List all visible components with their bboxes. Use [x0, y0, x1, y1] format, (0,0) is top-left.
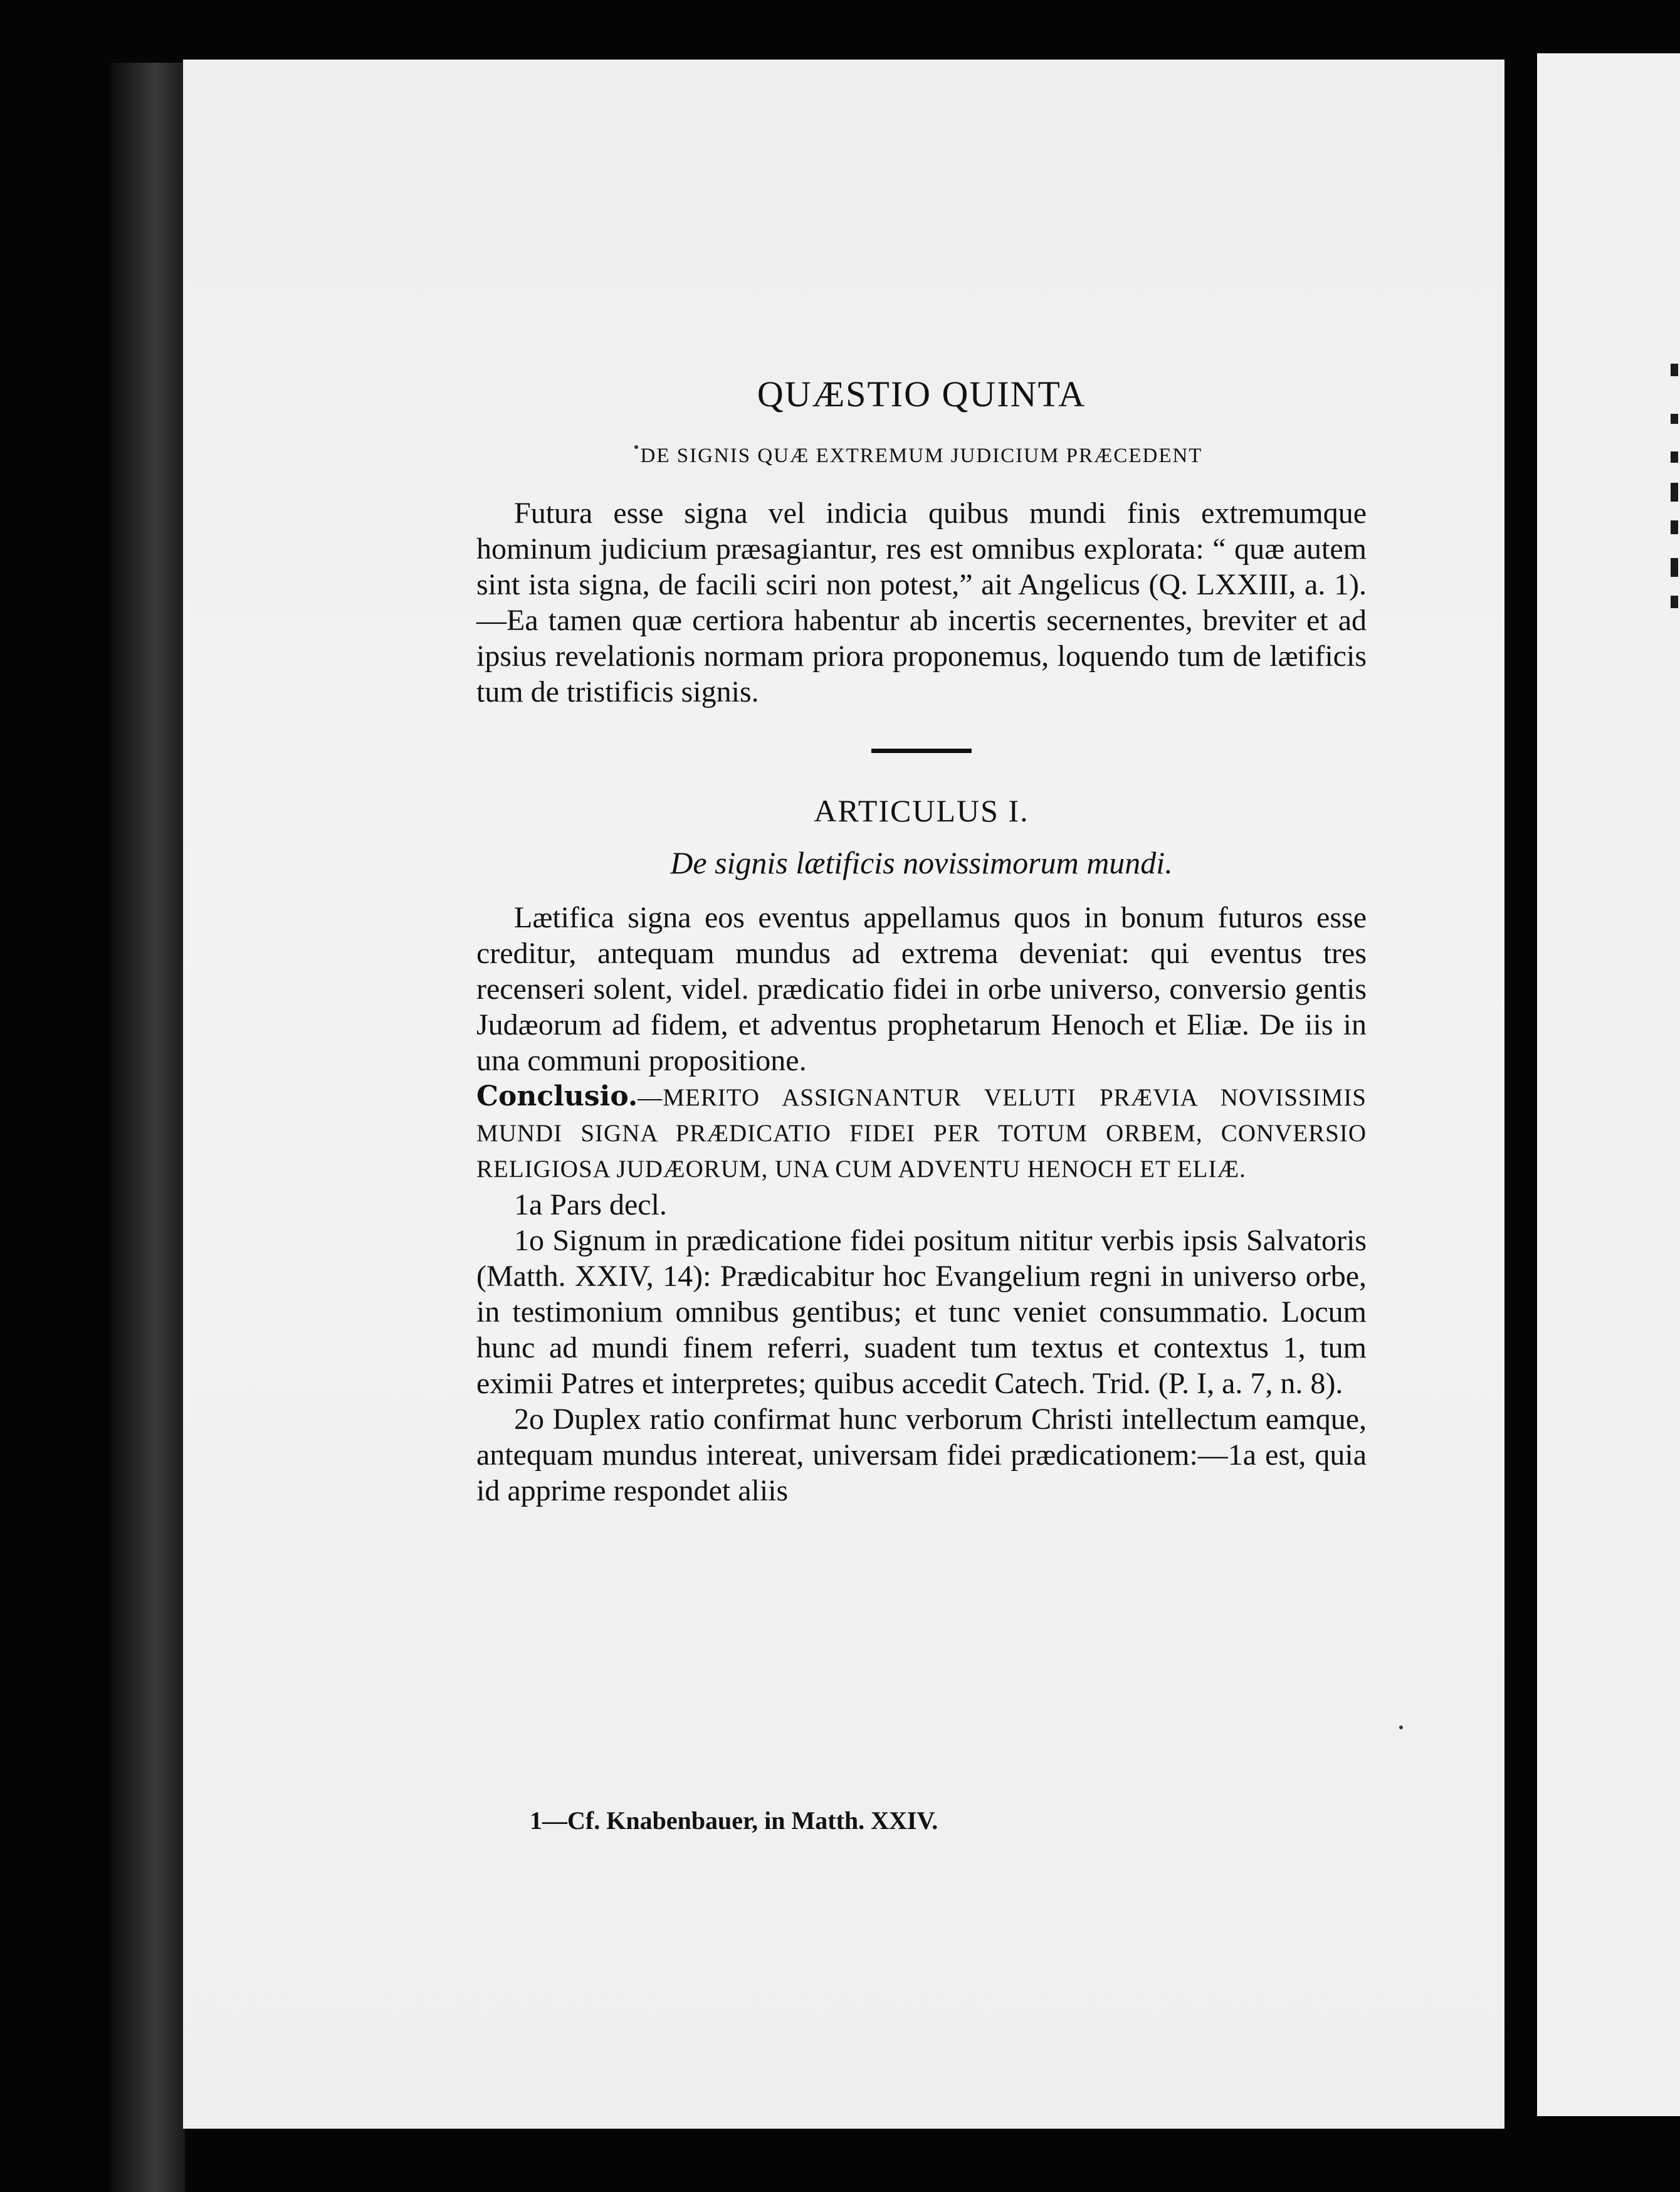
- book-spine-shadow: [110, 63, 185, 2192]
- signum-paragraph: 1o Signum in prædicatione fidei positum nititur verbis ipsis Salvatoris (Matth. XXIV, 14): Prædicabitur hoc Evangelium regni in universo orbe, in testimonium omnibus gentibus; et tunc veniet consummatio. Locum hunc ad mundi finem referri, suadent tum textus et contextus 1, tum eximii Patres et interpretes; quibus accedit Catech. Trid. (P. I, a. 7, n. 8).: [476, 1224, 1367, 1400]
- conclusio-lead: Conclusio.: [476, 1080, 638, 1112]
- edge-text-fragment: [1671, 520, 1678, 534]
- question-title: QUÆSTIO QUINTA: [757, 374, 1086, 414]
- edge-text-fragment: [1671, 414, 1678, 424]
- page-text: [476, 376, 1367, 1509]
- laetifica-paragraph: Lætifica signa eos eventus appellamus quos in bonum futuros esse creditur, antequam mundus ad extrema deveniat: qui eventus tres recenseri solent, videl. prædicatio fidei in orbe universo, conversio gentis Judæorum ad fidem, et adventus prophetarum Henoch et Eliæ. De iis in una communi propositione.: [476, 901, 1367, 1077]
- question-subtitle: DE SIGNIS QUÆ EXTREMUM JUDICIUM PRÆCEDENT: [640, 445, 1203, 467]
- intro-paragraph: Futura esse signa vel indicia quibus mundi finis extremumque hominum judicium præsagiantur, res est omnibus explorata: “ quæ autem sint ista signa, de facili sciri non potest,” ait Angelicus (Q. LXXIII, a. 1).—Ea tamen quæ certiora habentur ab incertis secernentes, breviter et ad ipsius revelationis normam priora proponemus, loquendo tum de lætificis tum de tristificis signis.: [476, 497, 1367, 709]
- edge-text-fragment: [1671, 558, 1678, 577]
- footnote: 1—Cf. Knabenbauer, in Matth. XXIV.: [530, 1806, 938, 1835]
- conclusio-text: —MERITO ASSIGNANTUR VELUTI PRÆVIA NOVISSIMIS MUNDI SIGNA PRÆDICATIO FIDEI PER TOTUM ORBEM, CONVERSIO RELIGIOSA JUDÆORUM, UNA CUM ADVENTU HENOCH ET ELIÆ.: [476, 1084, 1367, 1183]
- print-speck: [1399, 1726, 1403, 1729]
- edge-text-fragment: [1671, 364, 1678, 376]
- edge-text-fragment: [1671, 483, 1678, 502]
- duplex-paragraph: 2o Duplex ratio confirmat hunc verborum Christi intellectum eamque, antequam mundus intereat, universam fidei prædicationem:—1a est, quia id apprime respondet aliis: [476, 1403, 1367, 1507]
- next-page-edge: [1537, 53, 1680, 2116]
- section-divider: [871, 749, 972, 753]
- conclusio-paragraph: [476, 1078, 1367, 1187]
- pars-paragraph: 1a Pars decl.: [514, 1188, 667, 1221]
- article-subtitle: De signis lætificis novissimorum mundi.: [670, 845, 1173, 880]
- edge-text-fragment: [1671, 451, 1678, 463]
- edge-text-fragment: [1671, 596, 1678, 608]
- article-title: ARTICULUS I.: [814, 793, 1029, 828]
